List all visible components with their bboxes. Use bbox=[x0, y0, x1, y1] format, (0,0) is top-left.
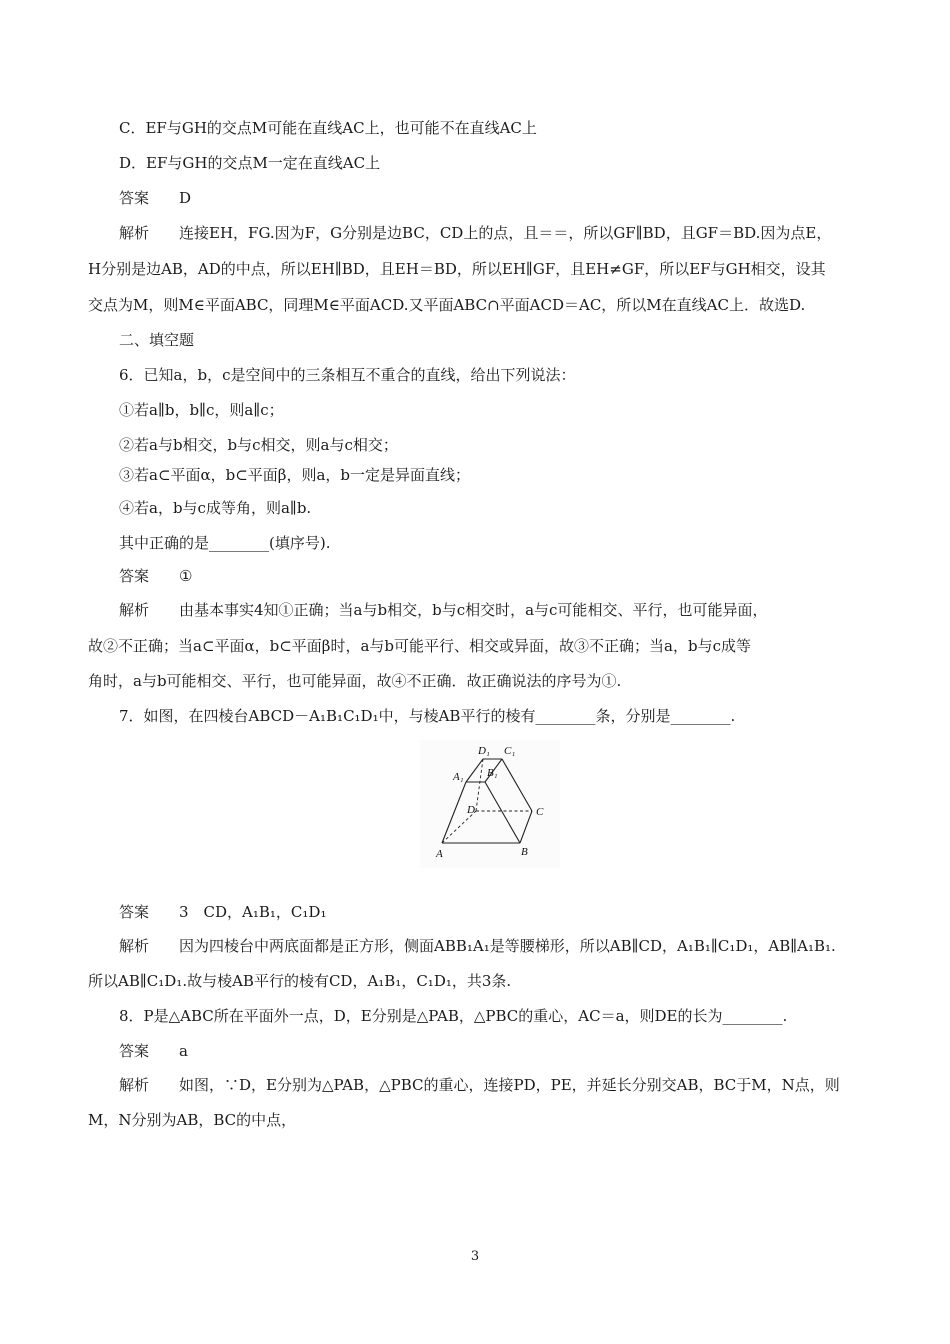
q8-stem: 8．P是△ABC所在平面外一点，D，E分别是△PAB，△PBC的重心，AC＝a，则DE的长为________. bbox=[119, 1007, 788, 1025]
label-a1: A₁ bbox=[453, 771, 464, 783]
section-title: 二、填空题 bbox=[119, 331, 195, 349]
q8-analysis-line-2: M，N分别为AB，BC的中点， bbox=[88, 1111, 297, 1129]
q5-answer bbox=[119, 188, 899, 208]
q6-ask: 其中正确的是________(填序号). bbox=[119, 534, 331, 552]
q6-stem: 6．已知a，b，c是空间中的三条相互不重合的直线，给出下列说法： bbox=[119, 366, 576, 384]
q6-item-1: ①若a∥b，b∥c，则a∥c； bbox=[119, 401, 284, 419]
label-d1: D₁ bbox=[478, 745, 490, 757]
q5-analysis-line-3: 交点为M，则M∈平面ABC，同理M∈平面ACD.又平面ABC∩平面ACD＝AC，所以M在直线AC上．故选D. bbox=[88, 296, 806, 314]
q6-analysis-line-3: 角时，a与b可能相交、平行，也可能异面，故④不正确．故正确说法的序号为①. bbox=[88, 672, 622, 690]
option-d: D．EF与GH的交点M一定在直线AC上 bbox=[119, 154, 381, 172]
q6-item-3: ③若a⊂平面α，b⊂平面β，则a，b一定是异面直线； bbox=[119, 466, 471, 484]
analysis-label: 解析 bbox=[119, 224, 150, 242]
label-d: D bbox=[467, 804, 475, 816]
answer-label: 答案 bbox=[119, 567, 150, 585]
edge-aa1 bbox=[442, 782, 466, 843]
q8-analysis-line-1 bbox=[119, 1075, 899, 1095]
q7-analysis-line-2: 所以AB∥C₁D₁.故与棱AB平行的棱有CD，A₁B₁，C₁D₁，共3条. bbox=[88, 972, 512, 990]
analysis-text: 如图，∵D，E分别为△PAB，△PBC的重心，连接PD，PE，并延长分别交AB，BC于M，N点，则 bbox=[179, 1076, 840, 1094]
q5-analysis-line-1 bbox=[119, 223, 899, 243]
answer-label: 答案 bbox=[119, 1042, 150, 1060]
edge-bb1 bbox=[485, 782, 520, 843]
edge-d1a1 bbox=[466, 759, 483, 782]
page-number: 3 bbox=[470, 1249, 480, 1264]
answer-value: ① bbox=[179, 567, 193, 585]
q8-answer bbox=[119, 1041, 899, 1061]
option-c: C．EF与GH的交点M可能在直线AC上，也可能不在直线AC上 bbox=[119, 119, 537, 137]
q5-analysis-line-2: H分别是边AB，AD的中点，所以EH∥BD，且EH＝BD，所以EH∥GF，且EH≠GF，所以EF与GH相交，设其 bbox=[88, 260, 826, 278]
answer-value: a bbox=[179, 1042, 188, 1060]
q6-analysis-line-1 bbox=[119, 600, 899, 620]
label-b1: B₁ bbox=[487, 767, 498, 779]
q6-analysis-line-2: 故②不正确；当a⊂平面α，b⊂平面β时，a与b可能平行、相交或异面，故③不正确；当a，b与c成等 bbox=[88, 637, 751, 655]
frustum-diagram bbox=[420, 740, 560, 868]
answer-value: D bbox=[179, 189, 192, 207]
edge-bc bbox=[520, 811, 532, 843]
analysis-text: 因为四棱台中两底面都是正方形，侧面ABB₁A₁是等腰梯形，所以AB∥CD，A₁B₁∥C₁D₁，AB∥A₁B₁. bbox=[179, 937, 836, 955]
frustum-figure bbox=[420, 740, 560, 868]
q7-answer bbox=[119, 902, 899, 922]
analysis-label: 解析 bbox=[119, 601, 150, 619]
q7-analysis-line-1 bbox=[119, 936, 899, 956]
label-c1: C₁ bbox=[504, 745, 516, 757]
label-b: B bbox=[521, 846, 528, 858]
answer-label: 答案 bbox=[119, 903, 150, 921]
label-c: C bbox=[536, 806, 544, 818]
answer-value: 3 CD，A₁B₁，C₁D₁ bbox=[179, 903, 327, 921]
q6-answer bbox=[119, 566, 899, 586]
edge-cc1 bbox=[502, 759, 532, 811]
q6-item-4: ④若a，b与c成等角，则a∥b. bbox=[119, 499, 312, 517]
analysis-text: 由基本事实4知①正确；当a与b相交，b与c相交时，a与c可能相交、平行，也可能异面， bbox=[179, 601, 768, 619]
q7-stem: 7．如图，在四棱台ABCD－A₁B₁C₁D₁中，与棱AB平行的棱有________条，分别是________. bbox=[119, 707, 736, 725]
analysis-label: 解析 bbox=[119, 1076, 150, 1094]
label-a: A bbox=[436, 848, 443, 860]
q6-item-2: ②若a与b相交，b与c相交，则a与c相交； bbox=[119, 436, 398, 454]
analysis-label: 解析 bbox=[119, 937, 150, 955]
answer-label: 答案 bbox=[119, 189, 150, 207]
analysis-text: 连接EH，FG.因为F，G分别是边BC，CD上的点，且＝＝，所以GF∥BD，且GF＝BD.因为点E， bbox=[179, 224, 832, 242]
